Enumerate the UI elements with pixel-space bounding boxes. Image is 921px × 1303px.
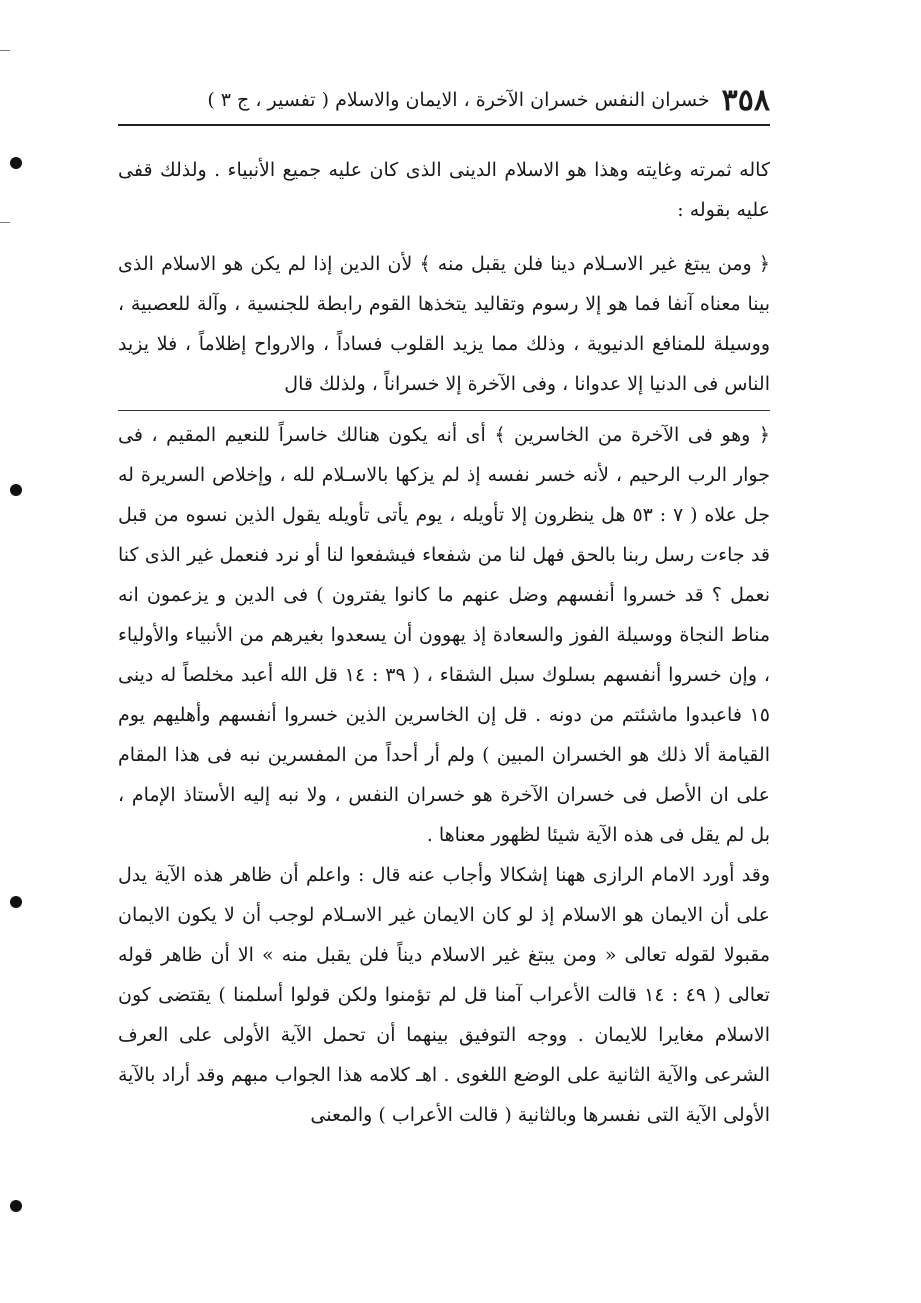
body-text [118, 150, 770, 1135]
binding-hole-mark [10, 484, 22, 496]
paragraph: ﴿ ومن يبتغ غير الاسـلام دينا فلن يقبل منه ﴾ لأن الدين إذا لم يكن هو الاسلام الذى بينا معناه آنفا فما هو إلا رسوم وتقاليد يتخذها القوم رابطة للجنسية ، وآلة للعصبية ، ووسيلة للمنافع الدنيوية ، وذلك مما يزيد القلوب فساداً ، والارواح إظلاماً ، فلا يزيد الناس فى الدنيا إلا عدوانا ، وفى الآخرة إلا خسراناً ، ولذلك قال [118, 253, 770, 395]
page-header [118, 78, 770, 122]
paragraph: كاله ثمرته وغايته وهذا هو الاسلام الدينى الذى كان عليه جميع الأنبياء . ولذلك قفى عليه بقوله : [118, 159, 770, 221]
paragraph: ﴿ وهو فى الآخرة من الخاسرين ﴾ أى أنه يكون هنالك خاسراً للنعيم المقيم ، فى جوار الرب الرحيم ، لأنه خسر نفسه إذ لم يزكها بالاسـلام لله ، وإخلاص السريرة له جل علاه ( ٧ : ٥٣ هل ينظرون إلا تأويله ، يوم يأتى تأويله يقول الذين نسوه من قبل قد جاءت رسل ربنا بالحق فهل لنا من شفعاء فيشفعوا لنا أو نرد فنعمل غير الذى كنا نعمل ؟ قد خسروا أنفسهم وضل عنهم ما كانوا يفترون ) فى الدين و يزعمون انه مناط النجاة ووسيلة الفوز والسعادة إذ يهوون أن يسعدوا بغيرهم من الأنبياء والأولياء ، وإن خسروا أنفسهم بسلوك سبل الشقاء ، ( ٣٩ : ١٤ قل الله أعبد مخلصاً له دينى ١٥ فاعبدوا ماشئتم من دونه . قل إن الخاسرين الذين خسروا أنفسهم وأهليهم يوم القيامة ألا ذلك هو الخسران المبين ) ولم أر أحداً من المفسرين نبه فى هذا المقام على ان الأصل فى خسران الآخرة هو خسران النفس ، ولا نبه إليه الأستاذ الإمام ، بل لم يقل فى هذه الآية شيئا لظهور معناها . [118, 424, 770, 846]
margin-tick [0, 50, 10, 51]
running-head: خسران النفس خسران الآخرة ، الايمان والاسلام ( تفسير ، ج ٣ ) [207, 89, 710, 111]
binding-hole-mark [10, 157, 22, 169]
section-rule [118, 410, 770, 411]
binding-hole-mark [10, 896, 22, 908]
margin-tick [0, 222, 10, 223]
page-number: ٣٥٨ [721, 82, 770, 118]
binding-hole-mark [10, 1200, 22, 1212]
paragraph: وقد أورد الامام الرازى ههنا إشكالا وأجاب عنه قال : واعلم أن ظاهر هذه الآية يدل على أن الايمان هو الاسلام إذ لو كان الايمان غير الاسـلام لوجب أن لا يكون الايمان مقبولا لقوله تعالى « ومن يبتغ غير الاسلام ديناً فلن يقبل منه » الا أن ظاهر قوله تعالى ( ٤٩ : ١٤ قالت الأعراب آمنا قل لم تؤمنوا ولكن قولوا أسلمنا ) يقتضى كون الاسلام مغايرا للايمان . ووجه التوفيق بينهما أن تحمل الآية الأولى على العرف الشرعى والآية الثانية على الوضع اللغوى . اهـ كلامه هذا الجواب مبهم وقد أراد بالآية الأولى الآية التى نفسرها وبالثانية ( قالت الأعراب ) والمعنى [118, 864, 770, 1126]
header-rule [118, 124, 770, 126]
